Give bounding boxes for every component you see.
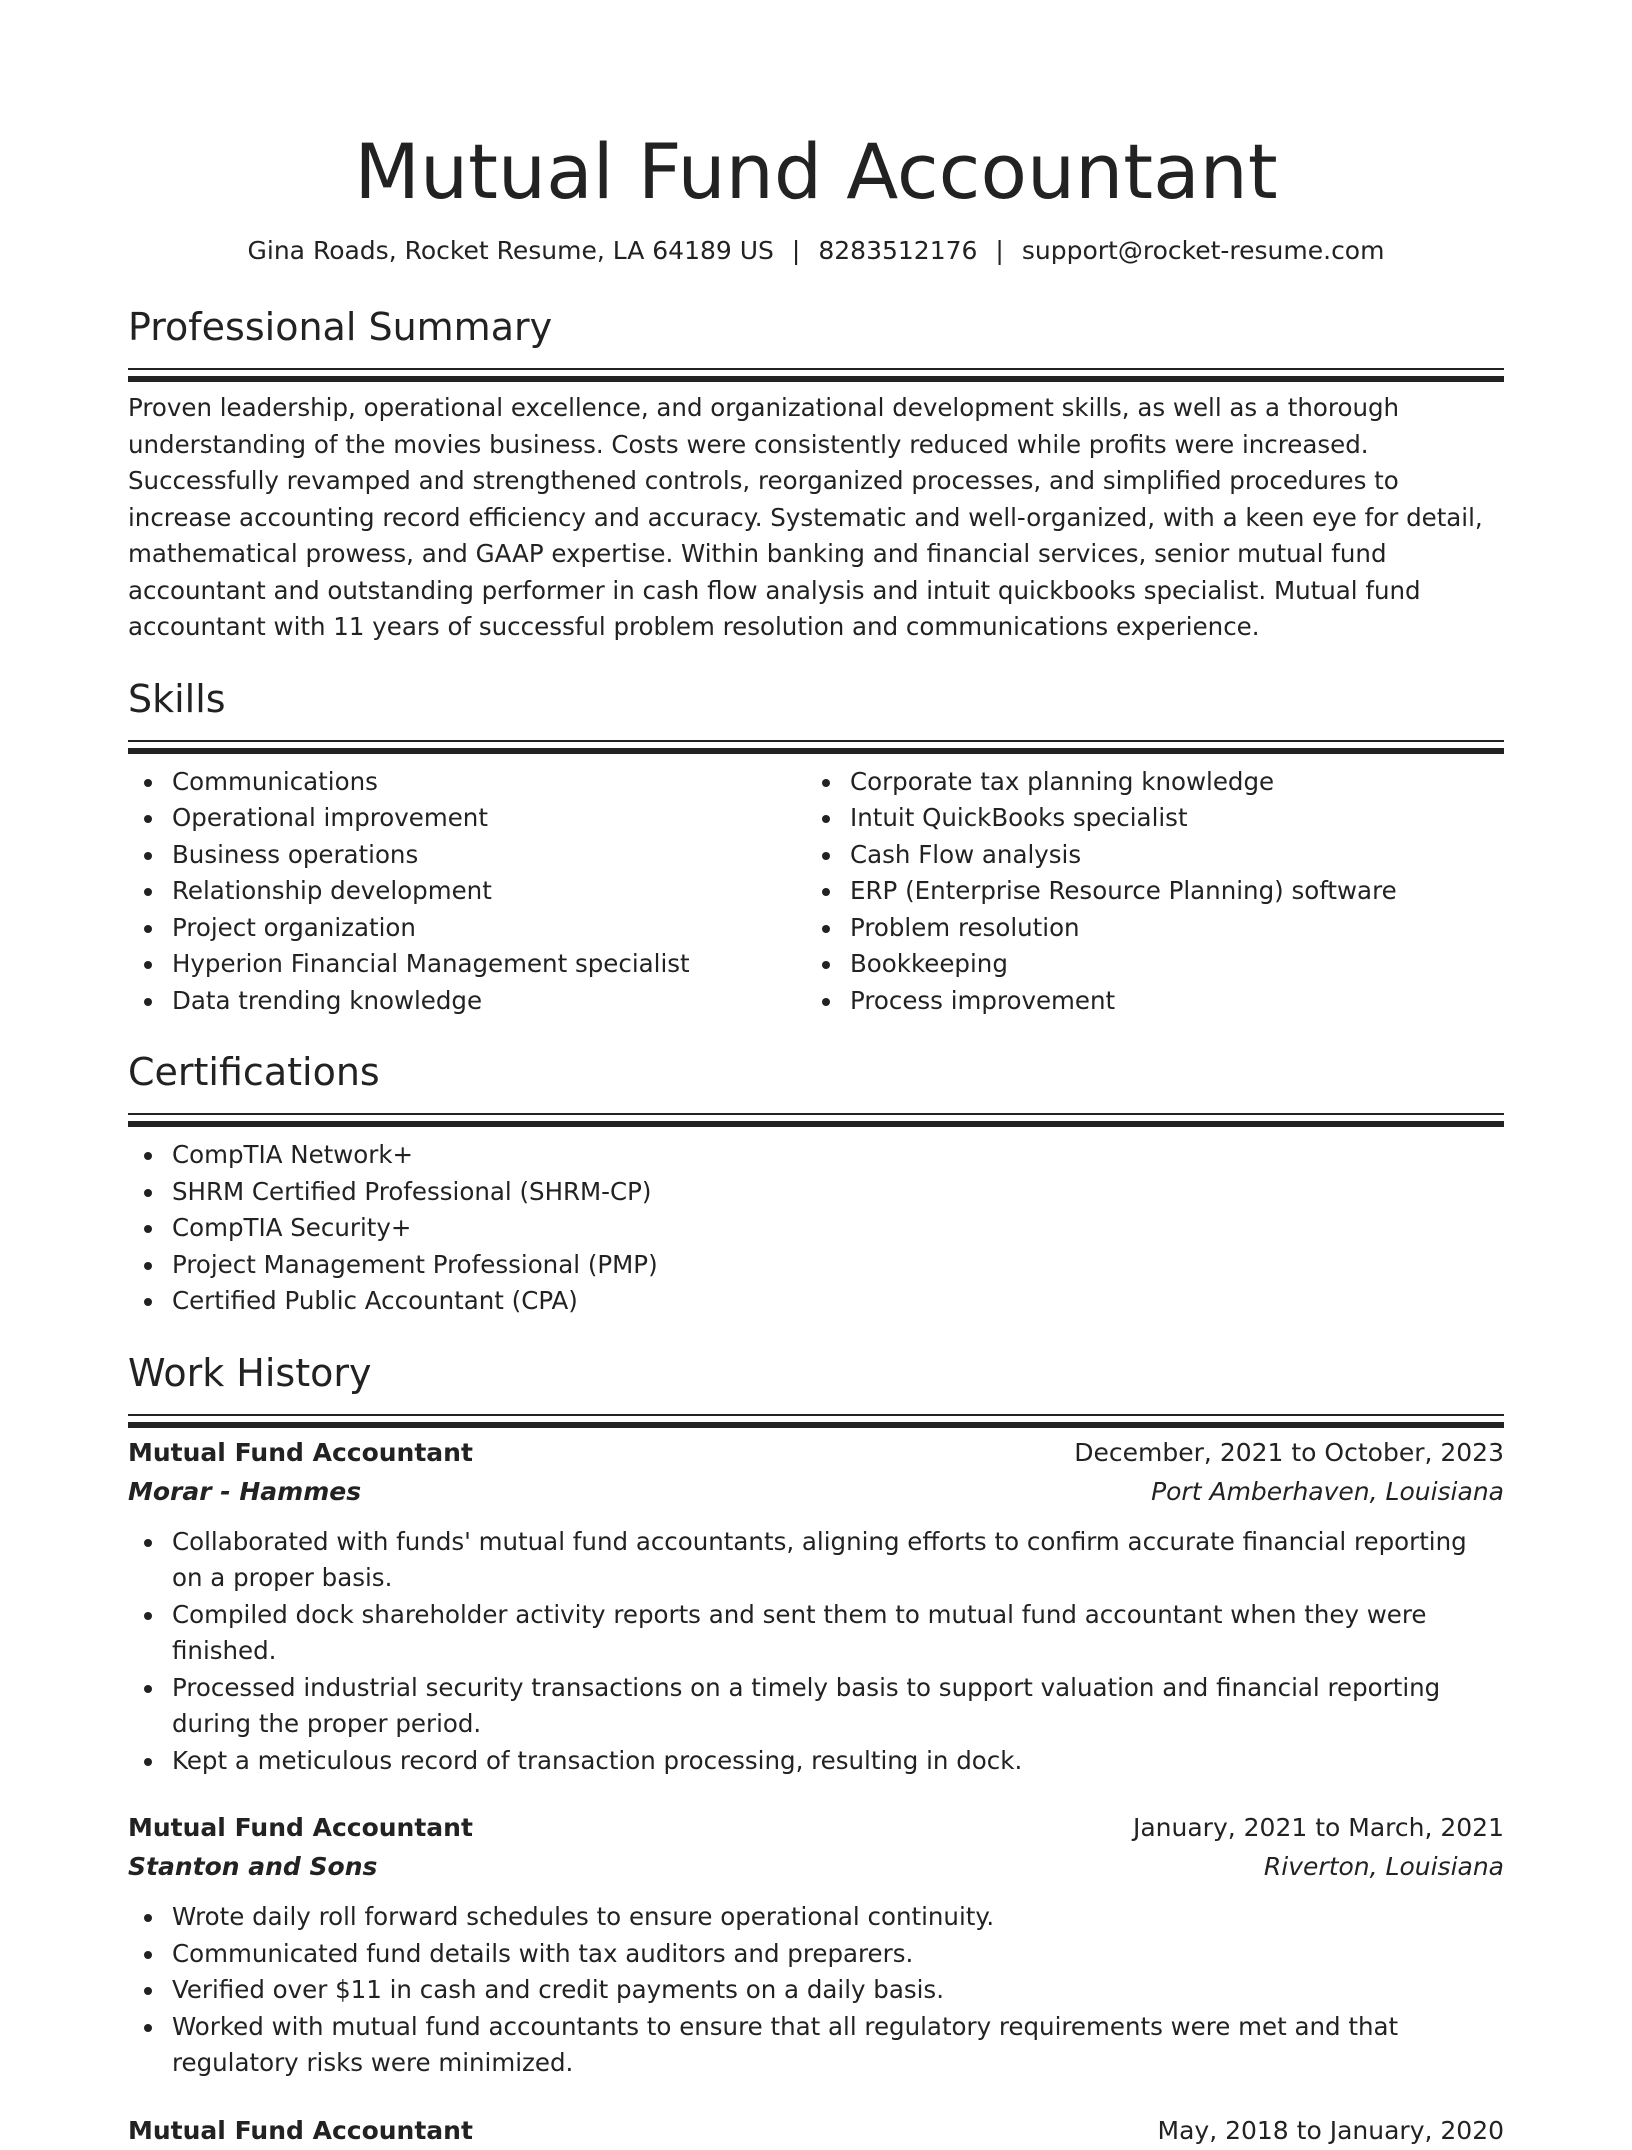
job-location: Riverton, Louisiana: [1263, 1852, 1504, 1881]
job-dates: May, 2018 to January, 2020: [1157, 2115, 1504, 2145]
skill-item: Operational improvement: [172, 800, 806, 837]
skill-item: Problem resolution: [850, 910, 1484, 947]
skills-list-left: [128, 764, 806, 1020]
skill-item: Cash Flow analysis: [850, 837, 1484, 874]
certification-item: Certified Public Accountant (CPA): [172, 1283, 1504, 1320]
job-header-row: [128, 1434, 1504, 1472]
job-title: Mutual Fund Accountant: [128, 1437, 473, 1467]
summary-section: [128, 302, 1504, 646]
summary-heading: Professional Summary: [128, 305, 553, 349]
work-history-heading: Work History: [128, 1350, 372, 1395]
job-company-row: [128, 1847, 1504, 1887]
job-title: Mutual Fund Accountant: [128, 2115, 473, 2145]
skills-column-left: [128, 764, 806, 1020]
skills-heading: Skills: [128, 676, 226, 721]
job-company: Stanton and Sons: [128, 1852, 378, 1881]
certification-item: SHRM Certified Professional (SHRM-CP): [172, 1174, 1504, 1211]
skill-item: ERP (Enterprise Resource Planning) software: [850, 873, 1484, 910]
certifications-list: [128, 1137, 1504, 1320]
resume-page: [128, 0, 1504, 2150]
jobs-list: [128, 1434, 1504, 2150]
skills-grid: [128, 764, 1504, 1020]
job-bullet: Kept a meticulous record of transaction processing, resulting in dock.: [172, 1743, 1504, 1780]
skills-section: [128, 674, 1504, 1020]
job-company-row: [128, 1472, 1504, 1512]
skill-item: Bookkeeping: [850, 946, 1484, 983]
summary-text: Proven leadership, operational excellence, and organizational development skills, as well as a thorough understanding of the movies business. Costs were consistently reduced while profits were increased. Successfully revamped and strengthened controls, reorganized processes, and simplified procedures to increase accounting record efficiency and accuracy. Systematic and well-organized, with a keen eye for detail, mathematical prowess, and GAAP expertise. Within banking and financial services, senior mutual fund accountant and outstanding performer in cash flow analysis and intuit quickbooks specialist. Mutual fund accountant with 11 years of successful problem resolution and communications experience.: [128, 393, 1483, 641]
job-entry: [128, 1809, 1504, 2082]
section-divider: [128, 1414, 1504, 1416]
skill-item: Process improvement: [850, 983, 1484, 1020]
job-title: Mutual Fund Accountant: [128, 1813, 473, 1842]
contact-separator: |: [791, 236, 801, 265]
job-dates: January, 2021 to March, 2021: [1132, 1813, 1504, 1842]
section-divider: [128, 1113, 1504, 1115]
resume-title: Mutual Fund Accountant: [354, 127, 1278, 216]
job-bullet: Communicated fund details with tax auditors and preparers.: [172, 1936, 1504, 1973]
job-entry: [128, 2112, 1504, 2150]
skill-item: Relationship development: [172, 873, 806, 910]
skills-list-right: [806, 764, 1484, 1020]
job-bullets: [128, 1524, 1504, 1780]
skill-item: Corporate tax planning knowledge: [850, 764, 1484, 801]
work-history-section: [128, 1348, 1504, 2150]
job-bullet: Verified over $11 in cash and credit payments on a daily basis.: [172, 1972, 1504, 2009]
skill-item: Intuit QuickBooks specialist: [850, 800, 1484, 837]
contact-phone: 8283512176: [818, 236, 978, 265]
contact-separator: |: [995, 236, 1004, 265]
job-bullet: Processed industrial security transactions on a timely basis to support valuation and financial reporting during the proper period.: [172, 1670, 1504, 1743]
section-divider: [128, 740, 1504, 742]
skill-item: Communications: [172, 764, 806, 801]
job-bullet: Compiled dock shareholder activity reports and sent them to mutual fund accountant when they were finished.: [172, 1597, 1504, 1670]
job-bullet: Wrote daily roll forward schedules to ensure operational continuity.: [172, 1899, 1504, 1936]
skills-column-right: [806, 764, 1484, 1020]
contact-line: [128, 234, 1504, 268]
certifications-section: [128, 1047, 1504, 1320]
job-location: Port Amberhaven, Louisiana: [1151, 1476, 1504, 1506]
certification-item: CompTIA Network+: [172, 1137, 1504, 1174]
job-bullets: [128, 1899, 1504, 2082]
job-bullet: Collaborated with funds' mutual fund accountants, aligning efforts to confirm accurate financial reporting on a proper basis.: [172, 1524, 1504, 1597]
contact-address: Gina Roads, Rocket Resume, LA 64189 US: [247, 236, 774, 265]
skill-item: Data trending knowledge: [172, 983, 806, 1020]
job-dates: December, 2021 to October, 2023: [1074, 1437, 1504, 1467]
job-entry: [128, 1434, 1504, 1780]
contact-email[interactable]: support@rocket-resume.com: [1021, 236, 1385, 265]
skill-item: Hyperion Financial Management specialist: [172, 946, 806, 983]
job-company: Morar - Hammes: [128, 1476, 362, 1506]
job-header-row: [128, 2112, 1504, 2150]
certifications-heading: Certifications: [128, 1050, 380, 1094]
job-header-row: [128, 1809, 1504, 1847]
job-bullet: Worked with mutual fund accountants to ensure that all regulatory requirements were met and that regulatory risks were minimized.: [172, 2009, 1504, 2082]
skill-item: Project organization: [172, 910, 806, 947]
certification-item: Project Management Professional (PMP): [172, 1247, 1504, 1284]
section-divider: [128, 368, 1504, 370]
certification-item: CompTIA Security+: [172, 1210, 1504, 1247]
skill-item: Business operations: [172, 837, 806, 874]
